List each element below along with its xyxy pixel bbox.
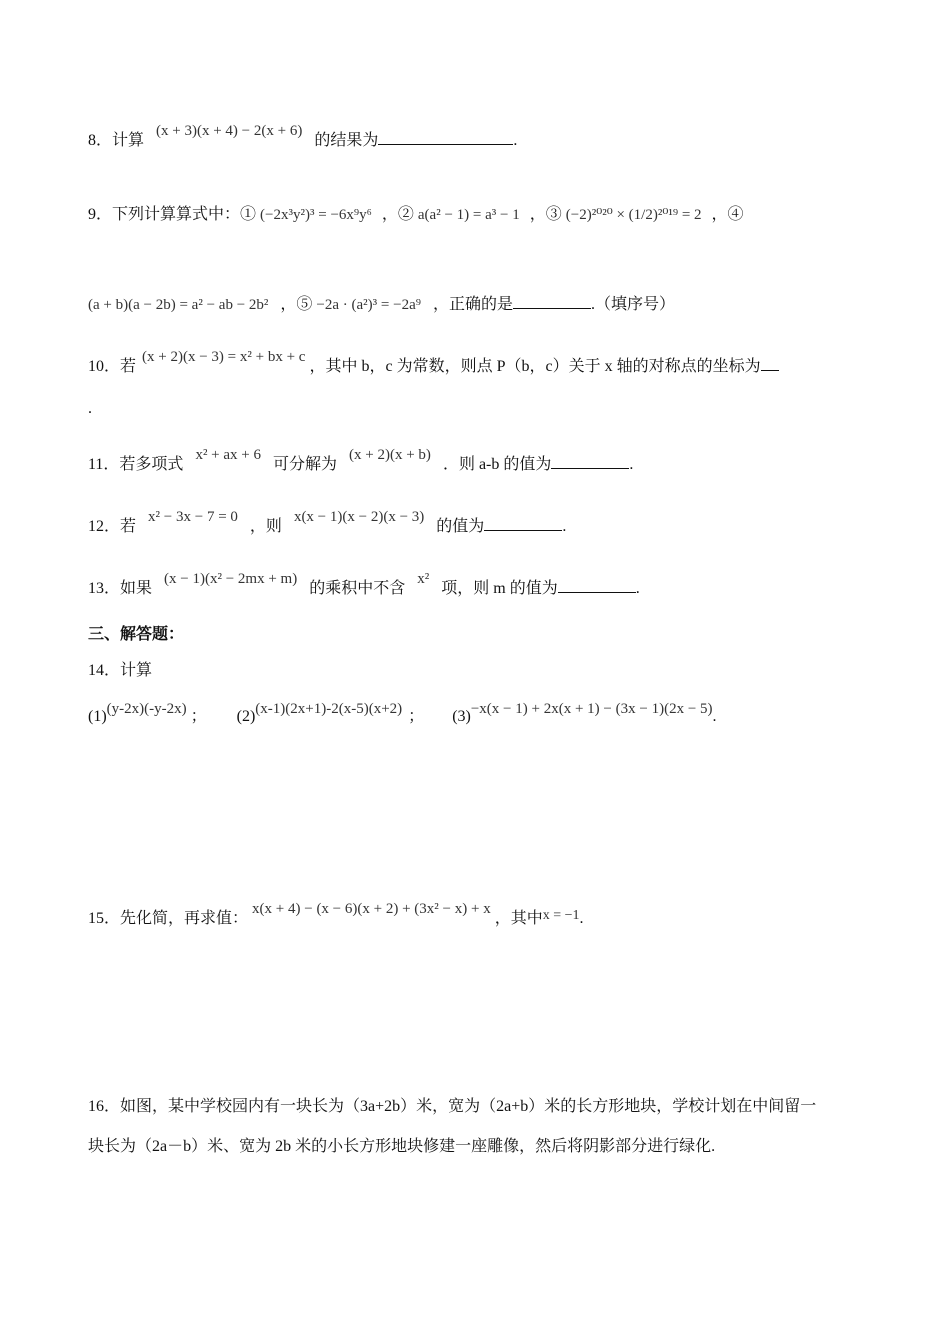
q13-suffix: 项，则 m 的值为 bbox=[441, 580, 558, 597]
q15-number: 15． bbox=[88, 910, 121, 927]
q14-part2-expression: (x-1)(2x+1)-2(x-5)(x+2) bbox=[255, 701, 403, 717]
q15-prefix: 先化简，再求值： bbox=[120, 910, 249, 927]
q11-middle: 可分解为 bbox=[273, 456, 338, 473]
q8-prefix: 计算 bbox=[112, 132, 145, 149]
q9-item4-mark: ，④ bbox=[711, 206, 744, 223]
q9-number: 9． bbox=[88, 206, 113, 223]
q15-end: . bbox=[579, 910, 584, 927]
section-heading: 三、解答题： bbox=[88, 626, 185, 643]
q12-prefix: 若 bbox=[120, 518, 137, 535]
question-13 bbox=[88, 571, 640, 600]
q9-item5-mark: ，⑤ bbox=[280, 296, 313, 313]
q14-part3-expression: −x(x − 1) + 2x(x + 1) − (3x − 1)(2x − 5) bbox=[470, 701, 713, 717]
question-12 bbox=[88, 509, 567, 538]
q10-text: ，其中 b，c 为常数，则点 P（b，c）关于 x 轴的对称点的坐标为 bbox=[309, 358, 761, 375]
q13-expression-1: (x − 1)(x² − 2mx + m) bbox=[164, 571, 298, 587]
q11-number: 11． bbox=[88, 456, 120, 473]
q8-number: 8． bbox=[88, 132, 113, 149]
q11-prefix: 若多项式 bbox=[119, 456, 184, 473]
q11-end: . bbox=[629, 456, 634, 473]
q14-part3-label: (3) bbox=[452, 708, 471, 725]
q13-answer-blank[interactable] bbox=[558, 576, 636, 593]
q9-item1-mark: ① bbox=[240, 206, 257, 223]
q10-expression: (x + 2)(x − 3) = x² + bx + c bbox=[142, 349, 306, 365]
q13-prefix: 如果 bbox=[120, 580, 153, 597]
q9-end: .（填序号） bbox=[591, 296, 676, 313]
q9-item2-expression: a(a² − 1) = a³ − 1 bbox=[417, 207, 520, 223]
question-14-parts bbox=[88, 701, 717, 728]
q13-end: . bbox=[635, 580, 640, 597]
q11-suffix: ．则 a-b 的值为 bbox=[442, 456, 552, 473]
question-14 bbox=[88, 660, 152, 682]
q12-answer-blank[interactable] bbox=[484, 514, 562, 531]
question-8 bbox=[88, 123, 518, 152]
q15-value: x = −1 bbox=[542, 908, 580, 923]
question-11 bbox=[88, 447, 634, 476]
q8-answer-blank[interactable] bbox=[378, 128, 513, 145]
q8-suffix: 的结果为 bbox=[314, 132, 379, 149]
q12-middle: ，则 bbox=[249, 518, 282, 535]
q15-middle: ，其中 bbox=[494, 910, 543, 927]
q12-number: 12． bbox=[88, 518, 121, 535]
q9-prefix: 下列计算算式中： bbox=[112, 206, 241, 223]
q10-prefix: 若 bbox=[120, 358, 137, 375]
q11-expression-2: (x + 2)(x + b) bbox=[349, 447, 431, 463]
q11-answer-blank[interactable] bbox=[551, 452, 629, 469]
question-9 bbox=[88, 204, 744, 226]
q11-expression-1: x² + ax + 6 bbox=[195, 447, 262, 463]
q10-end: . bbox=[88, 400, 92, 417]
q12-expression-1: x² − 3x − 7 = 0 bbox=[148, 509, 238, 525]
q15-expression: x(x + 4) − (x − 6)(x + 2) + (3x² − x) + x bbox=[252, 901, 491, 917]
question-15 bbox=[88, 901, 584, 931]
q14-part1-expression: (y-2x)(-y-2x) bbox=[106, 701, 187, 717]
q9-item4-expression: (a + b)(a − 2b) = a² − ab − 2b² bbox=[88, 297, 269, 313]
question-16-line-2: 块长为（2a－b）米、宽为 2b 米的小长方形地块修建一座雕像，然后将阴影部分进行绿化. bbox=[88, 1138, 716, 1155]
q9-item2-mark: ，② bbox=[381, 206, 414, 223]
q9-item1-expression: (−2x³y²)³ = −6x⁹y⁶ bbox=[260, 207, 372, 223]
q12-expression-2: x(x − 1)(x − 2)(x − 3) bbox=[293, 509, 425, 525]
q13-middle: 的乘积中不含 bbox=[309, 580, 406, 597]
q9-item3-expression: (−2)²⁰²⁰ × (1/2)²⁰¹⁹ = 2 bbox=[565, 207, 702, 223]
q14-part1-separator: ； bbox=[190, 708, 207, 725]
question-10 bbox=[88, 349, 779, 378]
q8-expression: (x + 3)(x + 4) − 2(x + 6) bbox=[156, 123, 303, 139]
question-16-line-1: 16．如图，某中学校园内有一块长为（3a+2b）米，宽为（2a+b）米的长方形地块，学校计划在中间留一 bbox=[88, 1098, 817, 1115]
q9-suffix: ，正确的是 bbox=[432, 296, 513, 313]
q8-end: . bbox=[513, 132, 518, 149]
q12-end: . bbox=[562, 518, 567, 535]
q9-item5-expression: −2a · (a²)³ = −2a⁹ bbox=[316, 297, 421, 313]
question-9-continued bbox=[88, 292, 675, 316]
q12-suffix: 的值为 bbox=[436, 518, 485, 535]
q10-number: 10． bbox=[88, 358, 121, 375]
q9-answer-blank[interactable] bbox=[513, 292, 591, 309]
question-10-end bbox=[88, 398, 92, 420]
q13-expression-2: x² bbox=[417, 571, 430, 587]
q10-answer-blank[interactable] bbox=[761, 354, 779, 371]
q9-item3-mark: ，③ bbox=[529, 206, 562, 223]
q14-part1-label: (1) bbox=[88, 708, 107, 725]
q14-part2-separator: ； bbox=[408, 708, 425, 725]
q14-title: 计算 bbox=[120, 662, 153, 679]
q13-number: 13． bbox=[88, 580, 121, 597]
q14-number: 14． bbox=[88, 662, 121, 679]
q14-part3-end: . bbox=[712, 708, 717, 725]
q14-part2-label: (2) bbox=[236, 708, 256, 725]
